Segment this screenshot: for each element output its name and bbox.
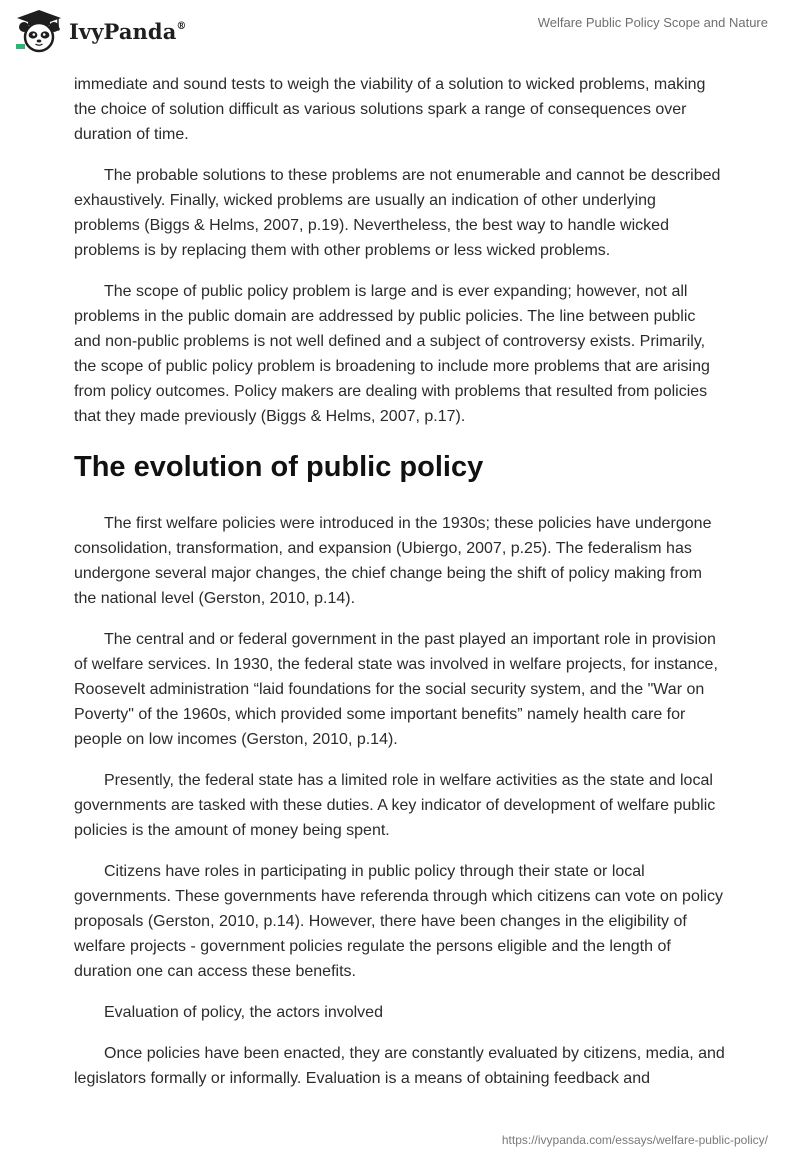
paragraph-7: Citizens have roles in participating in public policy through their state or local governments. These governments have referenda through which citizens can vote on policy proposals (Gerston, 2010, p.14). However, there have been changes in the eligibility of welfare projects - government policies regulate the persons eligible and the length of duration one can access these benefits. xyxy=(74,863,723,980)
registered-mark: ® xyxy=(176,20,187,32)
paragraph-8: Evaluation of policy, the actors involved xyxy=(104,1004,383,1021)
page-header xyxy=(0,0,800,70)
ivypanda-logo[interactable] xyxy=(14,8,187,54)
paragraph-3: The scope of public policy problem is large and is ever expanding; however, not all problems in the public domain are addressed by public policies. The line between public and non-public problems is not well defined and a subject of controversy exists. Primarily, the scope of public policy problem is broadening to include more problems that are arising from policy outcomes. Policy makers are dealing with problems that resulted from policies that they made previously (Biggs & Helms, 2007, p.17). xyxy=(74,283,710,425)
panda-graduate-icon xyxy=(14,8,64,54)
brand-name: IvyPanda® xyxy=(69,18,187,44)
paragraph-9: Once policies have been enacted, they are constantly evaluated by citizens, media, and legislators formally or informally. Evaluation is a means of obtaining feedback and xyxy=(74,1045,725,1087)
paragraph-6: Presently, the federal state has a limited role in welfare activities as the state and local governments are tasked with these duties. A key indicator of development of welfare public policies is the amount of money being spent. xyxy=(74,772,716,839)
essay-content xyxy=(74,72,726,1107)
paragraph-5: The central and or federal government in the past played an important role in provision of welfare services. In 1930, the federal state was involved in welfare projects, for instance, Roosevelt administration “laid foundations for the social security system, and the "War on Poverty" of the 1960s, which provided some important benefits” namely health care for people on low incomes (Gerston, 2010, p.14). xyxy=(74,631,718,748)
running-title: Welfare Public Policy Scope and Nature xyxy=(537,15,768,30)
paragraph-1: immediate and sound tests to weigh the viability of a solution to wicked problems, making the choice of solution difficult as various solutions spark a range of consequences over duration of time. xyxy=(74,76,706,143)
source-url[interactable]: https://ivypanda.com/essays/welfare-public-policy/ xyxy=(501,1133,768,1147)
paragraph-4: The first welfare policies were introduced in the 1930s; these policies have undergone consolidation, transformation, and expansion (Ubiergo, 2007, p.25). The federalism has undergone several major changes, the chief change being the shift of policy making from the national level (Gerston, 2010, p.14). xyxy=(74,515,712,607)
paragraph-2: The probable solutions to these problems are not enumerable and cannot be described exhaustively. Finally, wicked problems are usually an indication of other underlying problems (Biggs & Helms, 2007, p.19). Nevertheless, the best way to handle wicked problems is by replacing them with other problems or less wicked problems. xyxy=(74,167,721,259)
section-heading: The evolution of public policy xyxy=(74,451,484,483)
